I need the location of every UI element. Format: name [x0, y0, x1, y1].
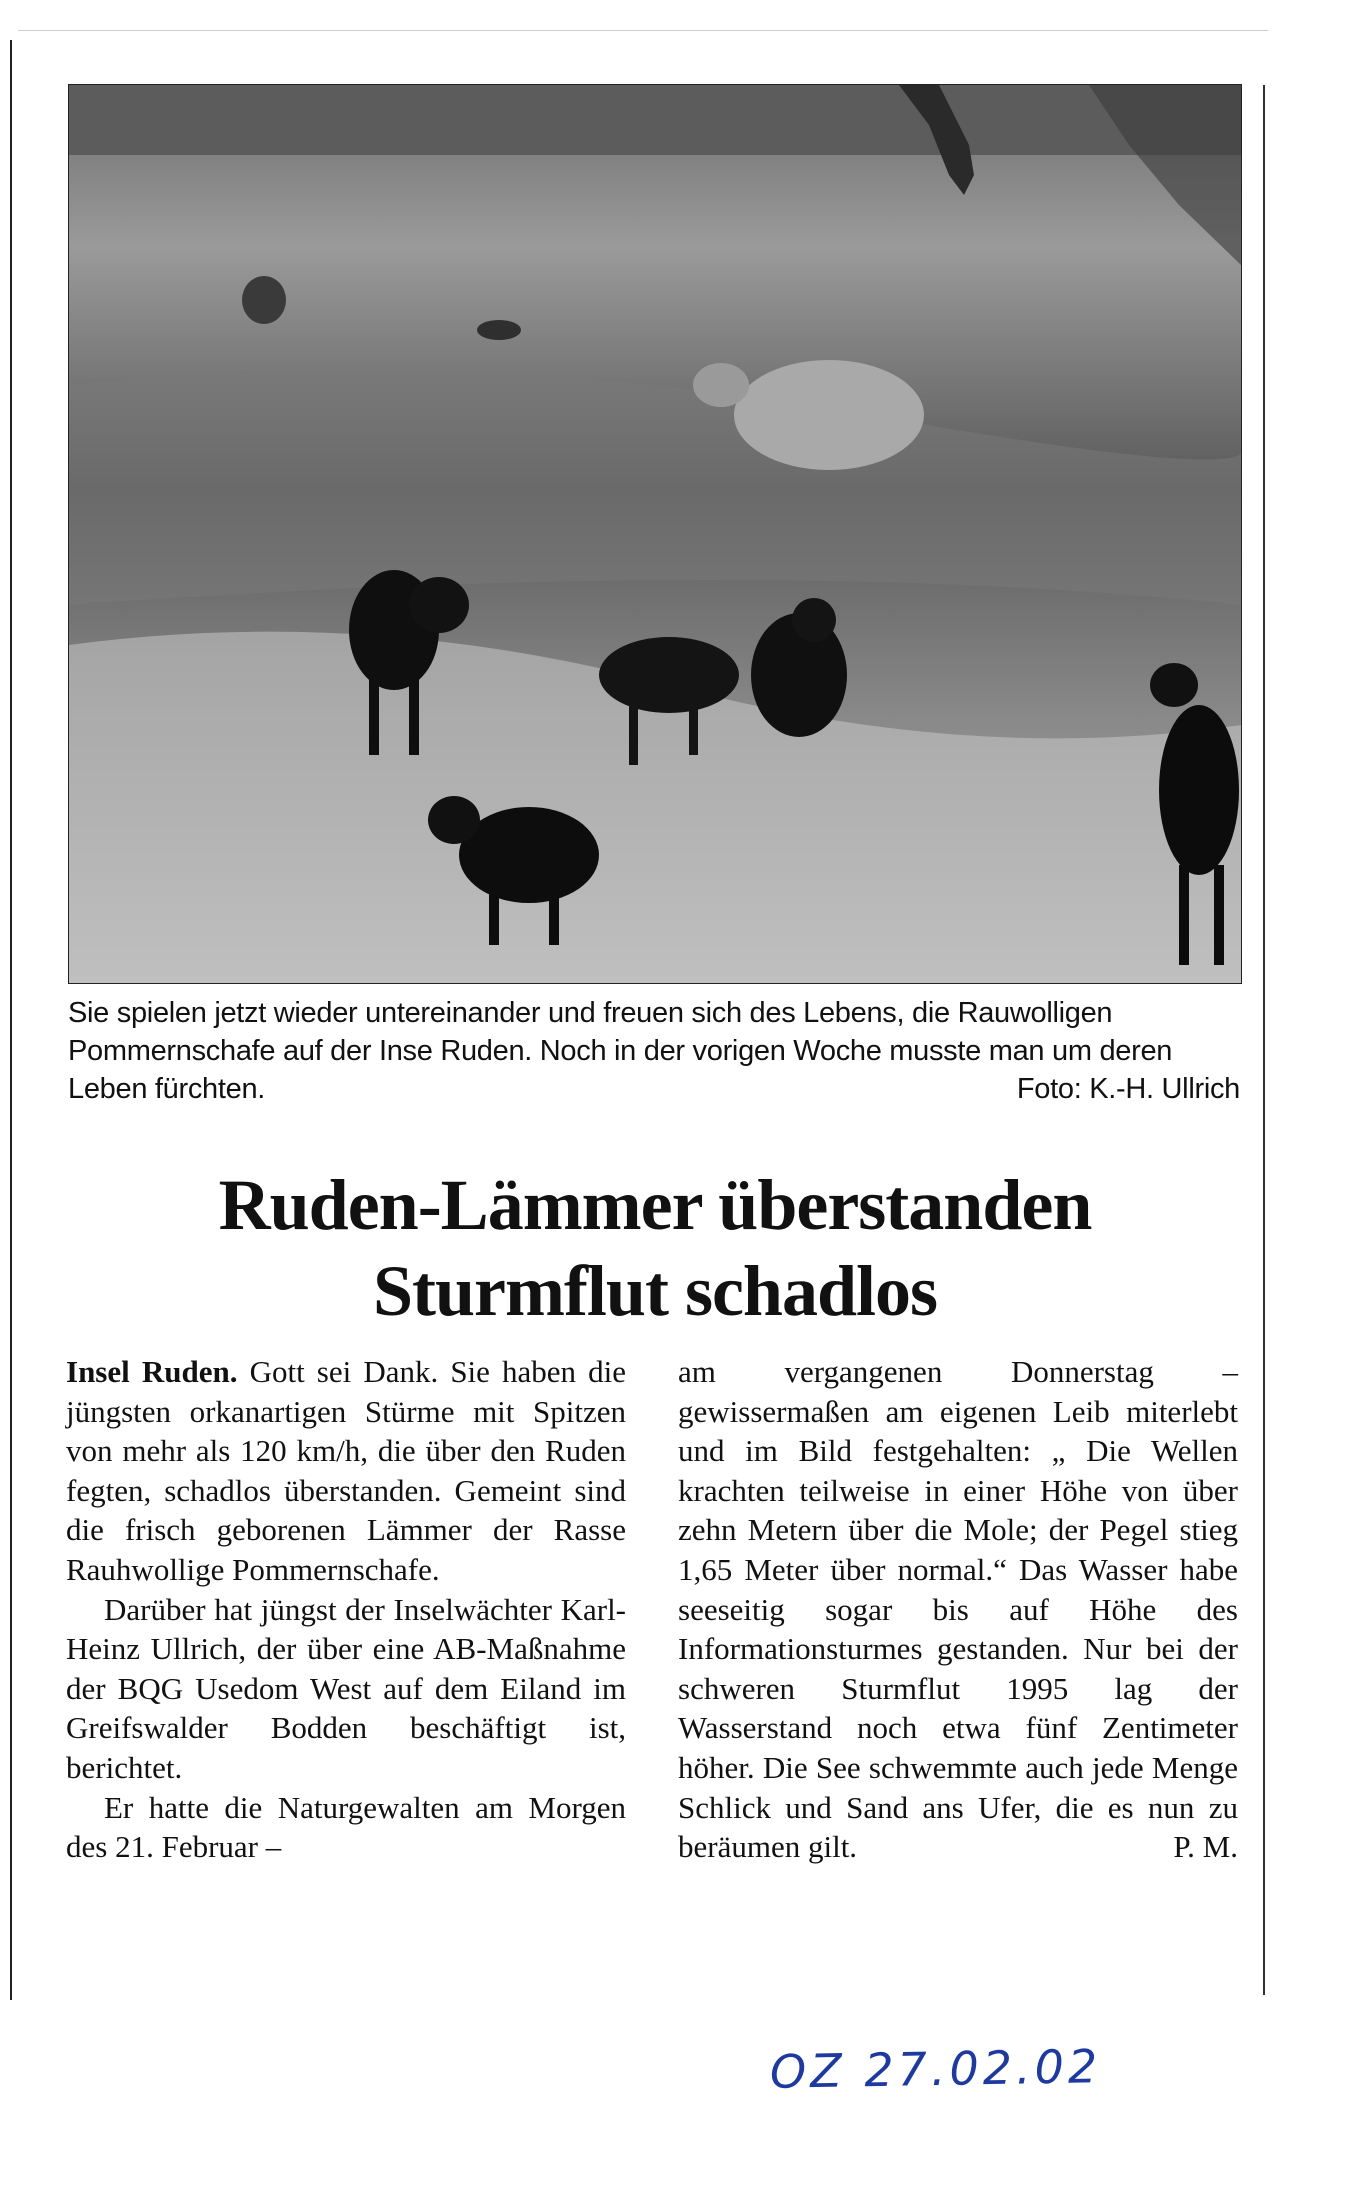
article-column-right [678, 1352, 1238, 1867]
news-photo-sheep [68, 84, 1242, 984]
headline-line-2: Sturmflut schadlos [372, 1251, 938, 1331]
article-dateline: Insel Ruden. [66, 1354, 238, 1389]
article-paragraph-1-text: Gott sei Dank. Sie haben die jüngsten orkanartigen Stürme mit Spitzen von mehr als 120 km/h, die über den Ruden fegten, schadlos überstanden. Gemeint sind die frisch geborenen Lämmer der Rasse Rauhwollige Pommernschafe. [66, 1354, 627, 1587]
photo-caption [68, 994, 1240, 1108]
article-headline [30, 1162, 1280, 1334]
headline-line-1: Ruden-Lämmer überstanden [218, 1165, 1092, 1245]
photo-credit: Foto: K.-H. Ullrich [1016, 1073, 1240, 1105]
article-column-left [66, 1352, 626, 1867]
article-paragraph-3-continued: am vergangenen Donnerstag – gewissermaßen am eigenen Leib miterlebt und im Bild festgehalten: „ Die Wellen krachten teilweise in einer Höhe von über zehn Metern über die Mole; der Pegel stieg 1,65 Meter über normal.“ Das Wasser habe seeseitig sogar bis auf Höhe des Informationsturmes gestanden. Nur bei der schweren Sturmflut 1995 lag der Wasserstand noch etwa fünf Zentimeter höher. Die See schwemmte auch jede Menge Schlick und Sand ans Ufer, die es nun zu beräumen gilt. P. M. [678, 1352, 1238, 1867]
article-paragraph-1 [66, 1352, 626, 1590]
caption-text: Sie spielen jetzt wieder untereinander und freuen sich des Lebens, die Rauwolligen Pommernschafe auf der Inse Ruden. Noch in der vorigen Woche musste man um deren Leben fürchten. [68, 997, 1173, 1105]
sheep-lambs-photo-icon [69, 85, 1241, 983]
article-paragraph-2: Darüber hat jüngst der Inselwächter Karl-Heinz Ullrich, der über eine AB-Maßnahme der BQG Usedom West auf dem Eiland im Greifswalder Bodden beschäftigt ist, berichtet. [66, 1591, 626, 1785]
scan-left-edge [10, 40, 12, 2000]
handwritten-source-date: OZ 27.02.02 [769, 2039, 1102, 2099]
article-author: P. M. [1173, 1829, 1238, 1865]
article-paragraph-3-start: Er hatte die Naturgewalten am Morgen des 21. Februar – [66, 1789, 626, 1865]
clipping-top-edge [18, 30, 1268, 31]
column-rule-right [1263, 85, 1265, 1995]
